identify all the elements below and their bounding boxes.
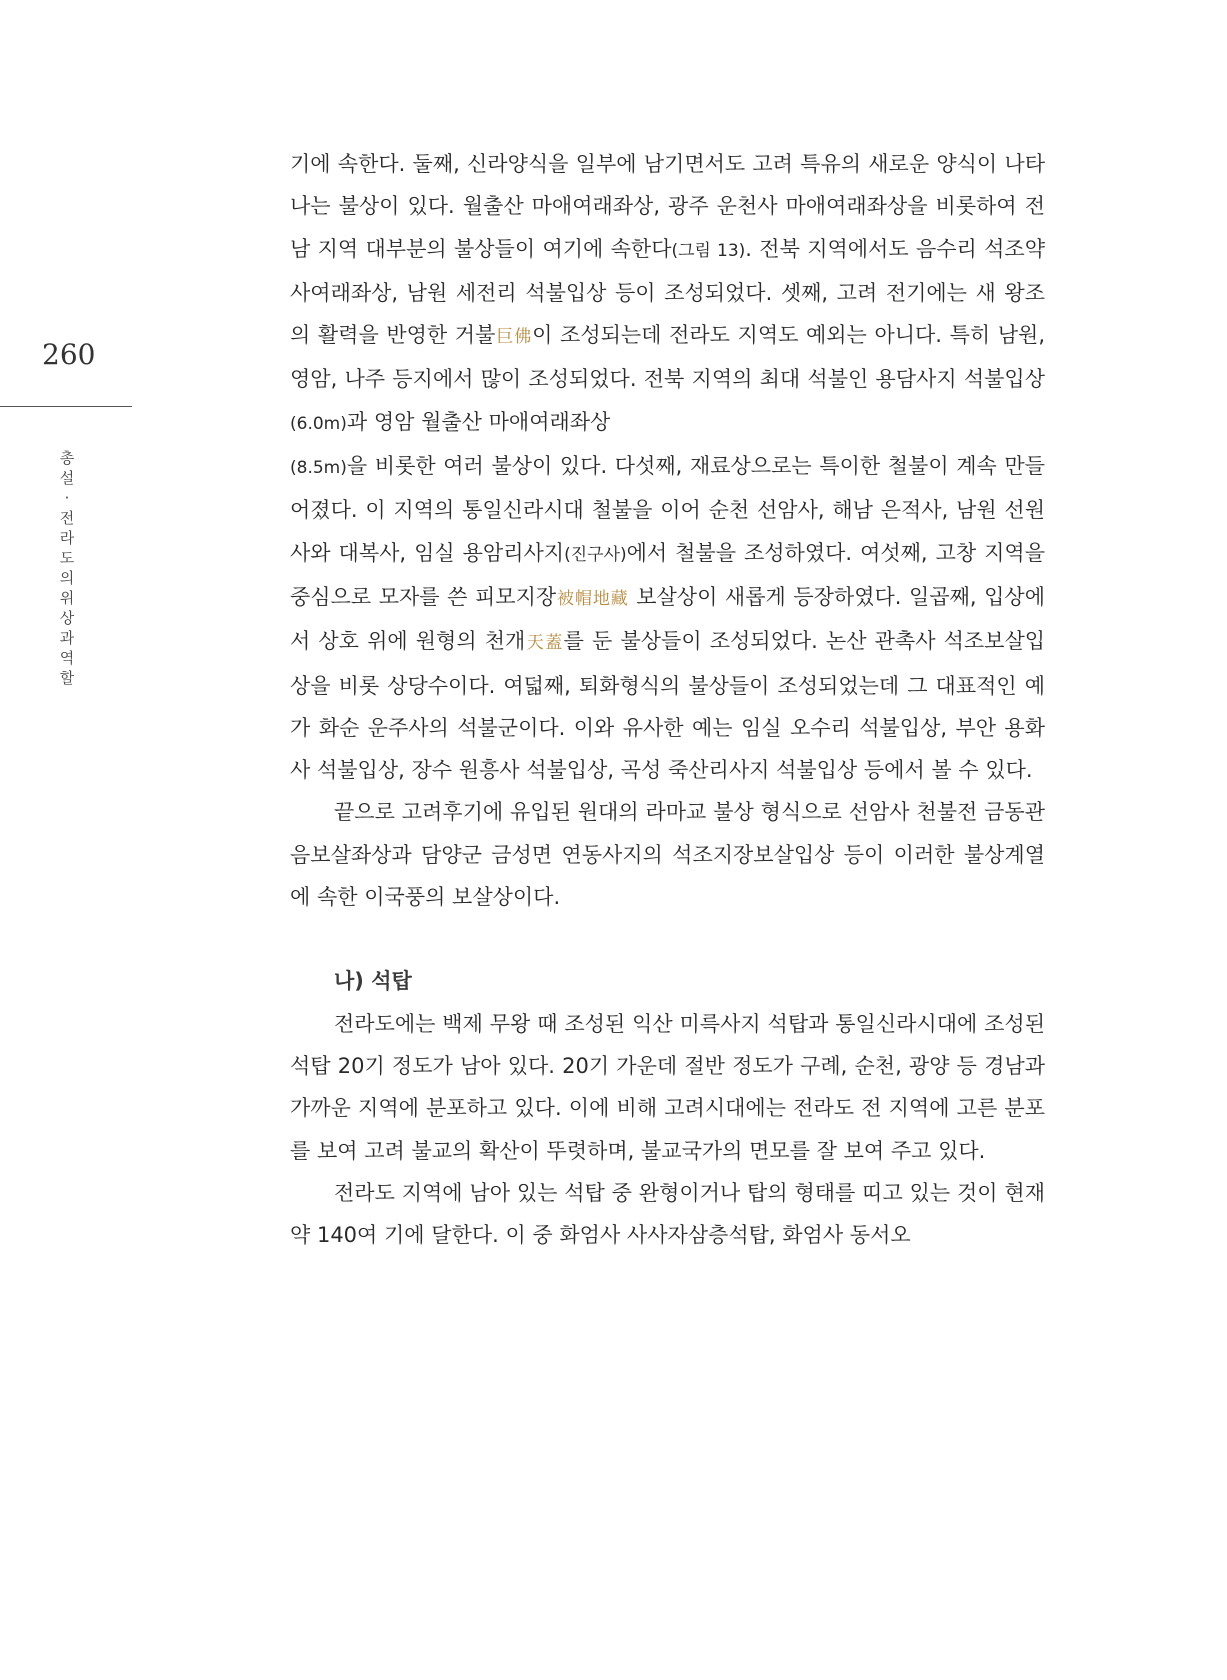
- body-text: [290, 143, 1045, 1256]
- figure-reference: (그림 13): [671, 240, 746, 261]
- running-title-char: 라: [59, 529, 75, 547]
- measurement: (6.0m): [290, 413, 347, 434]
- running-title-char: 역: [59, 649, 75, 667]
- page-number: 260: [42, 338, 96, 371]
- running-title-char: 전: [59, 509, 75, 527]
- running-title-char: 위: [59, 589, 75, 607]
- running-title: [57, 448, 77, 688]
- running-title-char: 할: [59, 669, 75, 687]
- paragraph-1: [290, 143, 1045, 791]
- running-title-char: 총: [59, 449, 75, 467]
- hanja-gloss: 巨佛: [495, 327, 533, 348]
- running-title-char: ·: [64, 489, 70, 507]
- text-run: 을 비롯한 여러 불상이 있다. 다섯째, 재료상으로는 특이한 철불이 계속 만들어졌다. 이 지역의 통일신라시대 철불을 이어 순천 선암사, 해남 은적사, 남원 선원사와 대복사, 임실 용암리사지: [290, 454, 1045, 565]
- running-title-char: 의: [59, 569, 75, 587]
- running-title-char: 도: [59, 549, 75, 567]
- hanja-gloss: 天蓋: [525, 633, 564, 654]
- text-run: 에서 철불을 조성하였다. 여섯째, 고창 지역을 중심으로 모자를 쓴 피모지장: [290, 540, 1046, 609]
- measurement: (8.5m): [290, 458, 347, 479]
- text-run: 이 조성되는데 전라도 지역도 예외는 아니다. 특히 남원, 영암, 나주 등지에서 많이 조성되었다. 전북 지역의 최대 석불인 용담사지 석불입상: [290, 323, 1045, 392]
- text-run: 과 영암 월출산 마애여래좌상: [346, 409, 611, 434]
- text-run: 보살상이 새롭게 등장하였다. 일곱째, 입상에서 상호 위에 원형의 천개: [290, 584, 1045, 654]
- text-run: . 전북 지역에서도 음수리 석조약사여래좌상, 남원 세전리 석불입상 등이 조성되었다. 셋째, 고려 전기에는 새 왕조의 활력을 반영한 거불: [290, 236, 1045, 348]
- section-heading: 나) 석탑: [334, 969, 412, 994]
- running-title-char: 상: [59, 609, 75, 627]
- text-run: 를 둔 불상들이 조성되었다. 논산 관촉사 석조보살입상을 비롯 상당수이다. 여덟째, 퇴화형식의 불상들이 조성되었는데 그 대표적인 예가 화순 운주사의 석불군이다. 이와 유사한 예는 임실 오수리 석불입상, 부안 용화사 석불입상, 장수 원흥사 석불입상, 곡성 죽산리사지 석불입상 등에서 볼 수 있다.: [290, 629, 1046, 783]
- running-title-char: 설: [59, 469, 75, 487]
- parenthetical: (진구사): [564, 544, 627, 565]
- running-title-char: 과: [59, 629, 75, 647]
- margin-rule: [0, 406, 132, 407]
- hanja-gloss: 被帽地藏: [556, 588, 629, 609]
- paragraph-3: 전라도에는 백제 무왕 때 조성된 익산 미륵사지 석탑과 통일신라시대에 조성된 석탑 20기 정도가 남아 있다. 20기 가운데 절반 정도가 구례, 순천, 광양 등 경남과 가까운 지역에 분포하고 있다. 이에 비해 고려시대에는 전라도 전 지역에 고른 분포를 보여 고려 불교의 확산이 뚜렷하며, 불교국가의 면모를 잘 보여 주고 있다.: [290, 1011, 1045, 1163]
- text-run: 기에 속한다. 둘째, 신라양식을 일부에 남기면서도 고려 특유의 새로운 양식이 나타나는 불상이 있다. 월출산 마애여래좌상, 광주 운천사 마애여래좌상을 비롯하여 전남 지역 대부분의 불상들이 여기에 속한다: [290, 152, 1045, 261]
- paragraph-4: 전라도 지역에 남아 있는 석탑 중 완형이거나 탑의 형태를 띠고 있는 것이 현재 약 140여 기에 달한다. 이 중 화엄사 사사자삼층석탑, 화엄사 동서오: [290, 1180, 1045, 1248]
- paragraph-2: 끝으로 고려후기에 유입된 원대의 라마교 불상 형식으로 선암사 천불전 금동관음보살좌상과 담양군 금성면 연동사지의 석조지장보살입상 등이 이러한 불상계열에 속한 이국풍의 보살상이다.: [290, 800, 1045, 910]
